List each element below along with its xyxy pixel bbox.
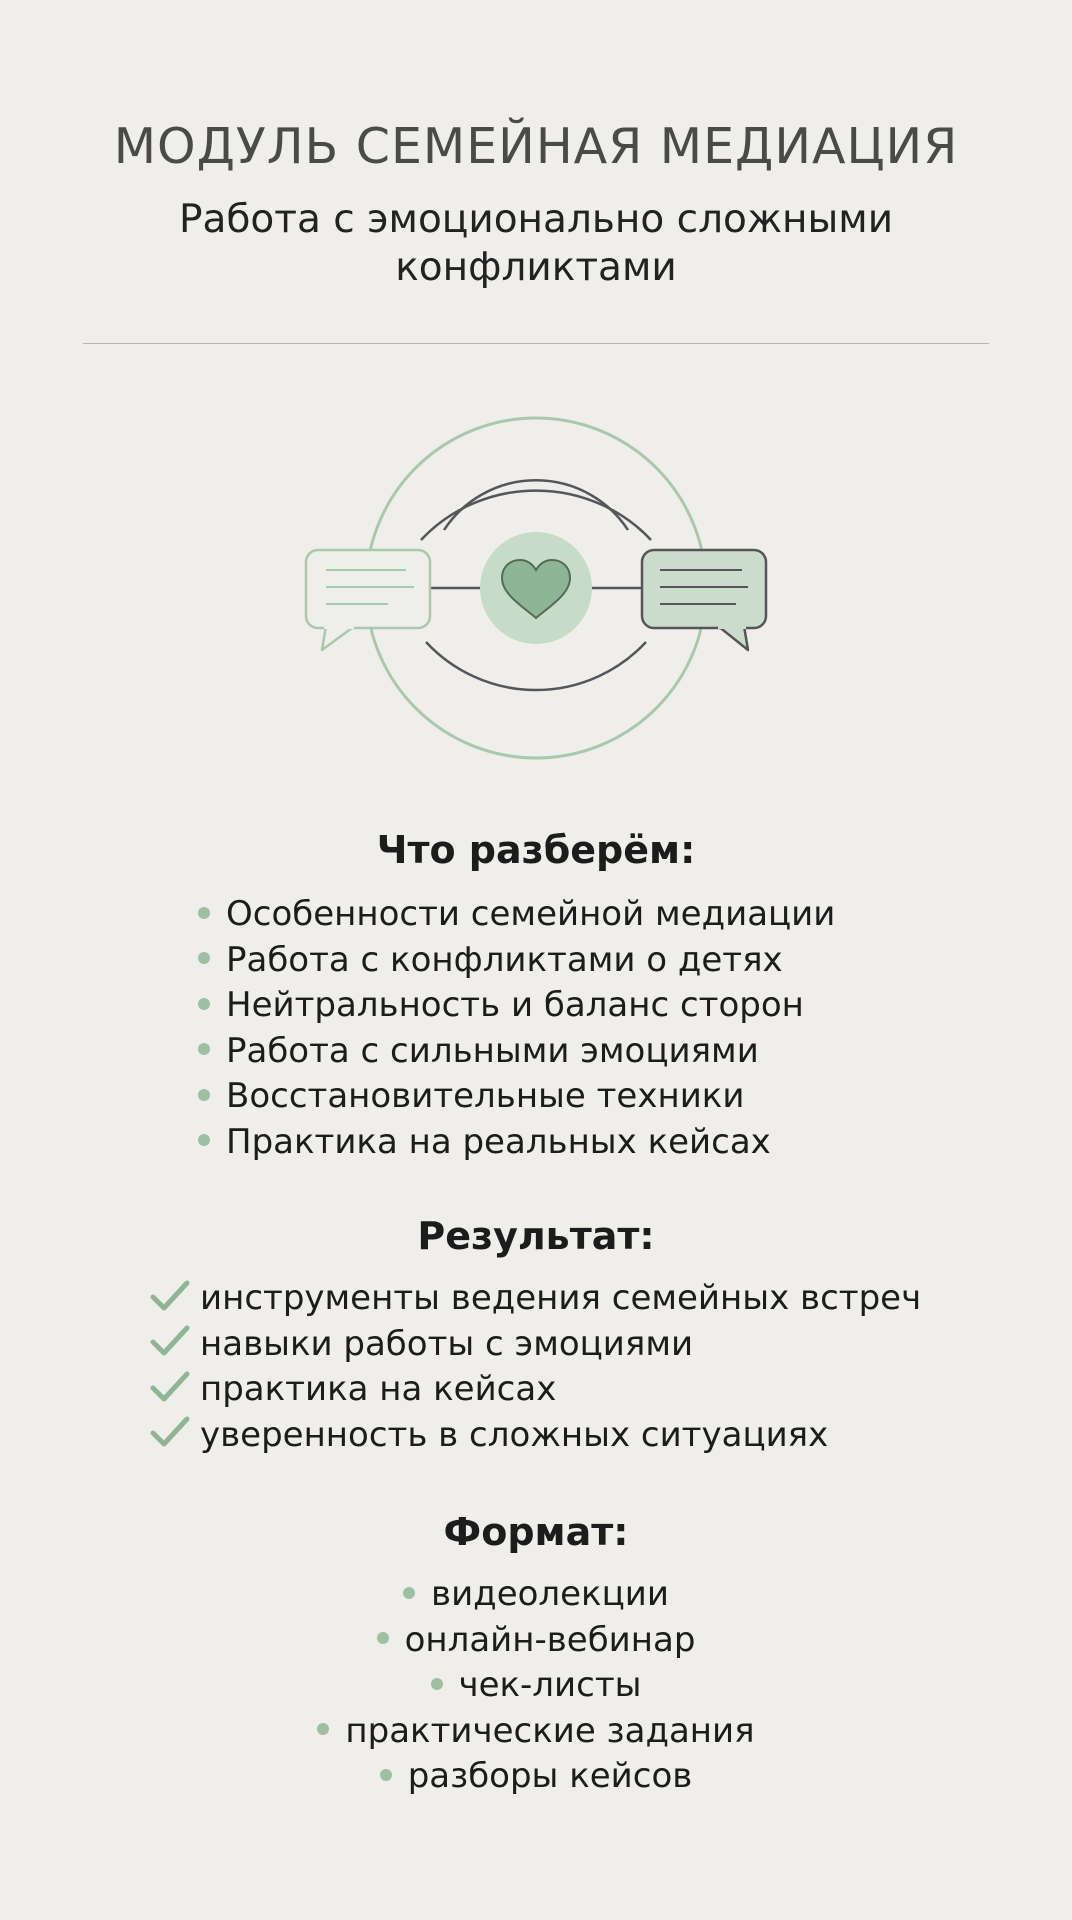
bullet-icon — [198, 1134, 210, 1146]
checkmark-icon — [150, 1415, 190, 1449]
list-item: чек-листы — [0, 1663, 1072, 1709]
topics-heading: Что разберём: — [376, 828, 696, 872]
list-item: Практика на реальных кейсах — [198, 1120, 835, 1166]
page-subtitle: Работа с эмоционально сложными конфликтами — [178, 197, 894, 290]
list-item: разборы кейсов — [0, 1754, 1072, 1800]
list-item: Работа с конфликтами о детях — [198, 938, 835, 984]
bullet-icon — [198, 998, 210, 1010]
list-item: видеолекции — [0, 1572, 1072, 1618]
list-item: Работа с сильными эмоциями — [198, 1029, 835, 1075]
checkmark-icon — [150, 1279, 190, 1313]
checkmark-icon — [150, 1324, 190, 1358]
bullet-icon — [198, 907, 210, 919]
speech-bubble-left-icon — [306, 550, 430, 650]
bullet-icon — [380, 1769, 392, 1781]
list-item: Особенности семейной медиации — [198, 892, 835, 938]
list-item: инструменты ведения семейных встреч — [150, 1276, 921, 1322]
divider — [83, 343, 989, 344]
checkmark-icon — [150, 1370, 190, 1404]
bullet-icon — [198, 952, 210, 964]
bullet-icon — [431, 1678, 443, 1690]
page-title: МОДУЛЬ СЕМЕЙНАЯ МЕДИАЦИЯ — [113, 118, 959, 175]
mediation-emblem — [296, 410, 776, 770]
list-item: уверенность в сложных ситуациях — [150, 1413, 921, 1459]
format-list — [0, 1572, 1072, 1800]
list-item: практические задания — [0, 1709, 1072, 1755]
bullet-icon — [198, 1089, 210, 1101]
inner-arc-bottom — [426, 642, 646, 690]
list-item: навыки работы с эмоциями — [150, 1322, 921, 1368]
results-heading: Результат: — [417, 1214, 655, 1258]
list-item: Нейтральность и баланс сторон — [198, 983, 835, 1029]
topics-list — [198, 892, 835, 1165]
results-list — [150, 1276, 921, 1458]
bullet-icon — [317, 1723, 329, 1735]
format-heading: Формат: — [443, 1510, 629, 1554]
bullet-icon — [403, 1587, 415, 1599]
list-item: Восстановительные техники — [198, 1074, 835, 1120]
list-item: практика на кейсах — [150, 1367, 921, 1413]
speech-bubble-right-icon — [642, 550, 766, 650]
bullet-icon — [198, 1043, 210, 1055]
list-item: онлайн-вебинар — [0, 1618, 1072, 1664]
bullet-icon — [377, 1632, 389, 1644]
